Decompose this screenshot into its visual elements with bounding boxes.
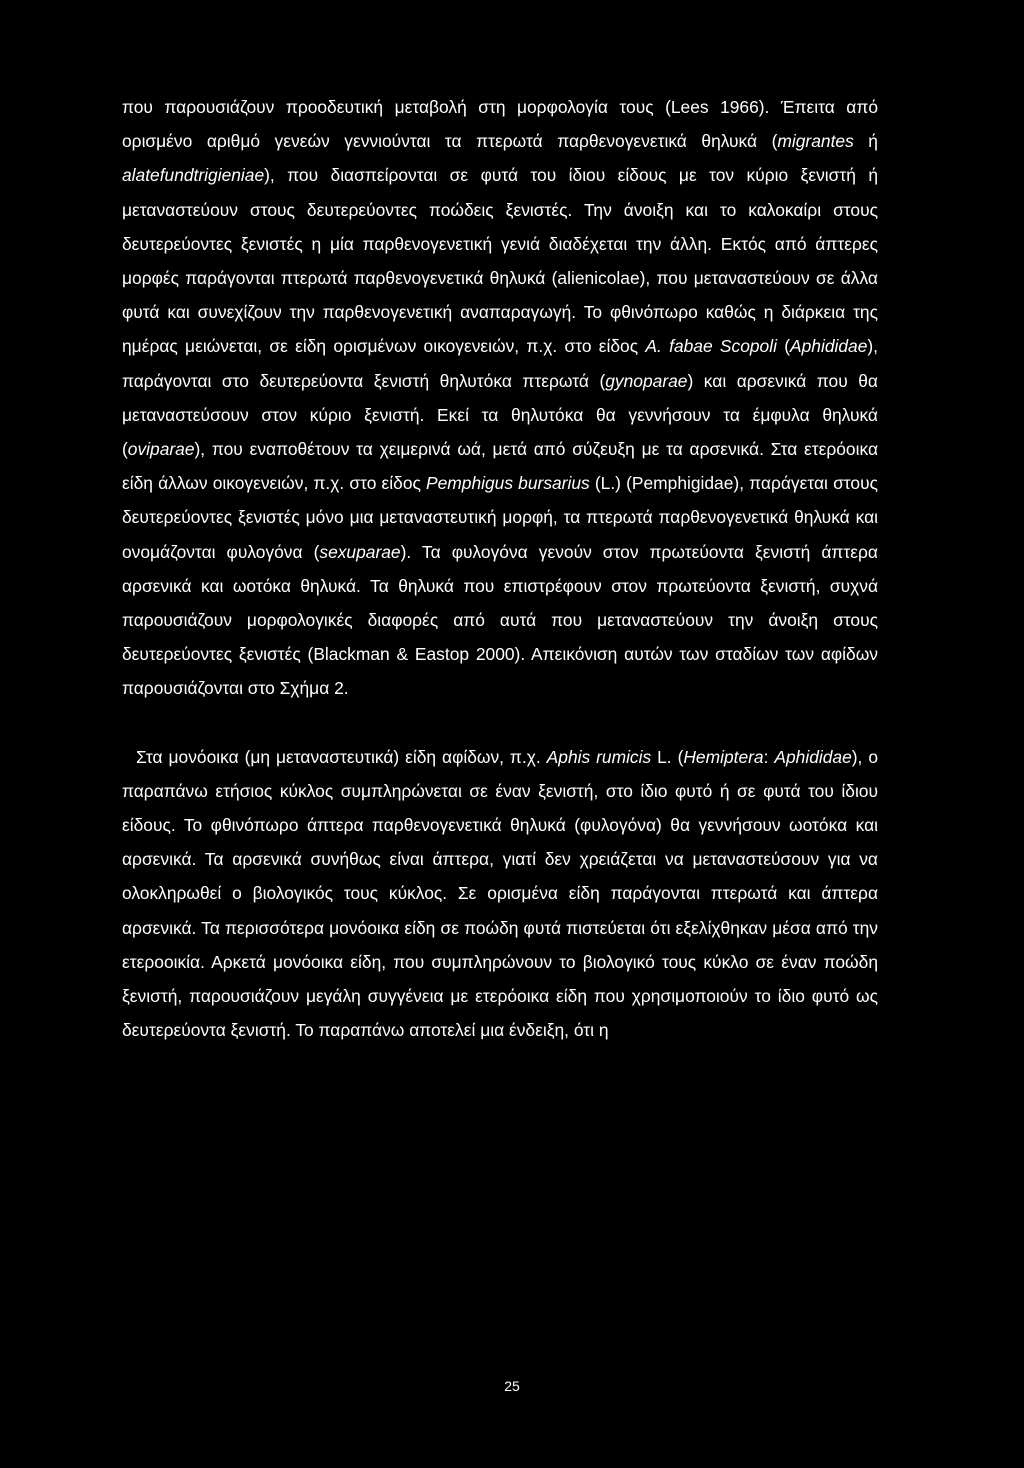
text-run: (L.) (Pemphigidae), παράγεται στους δευτερεύοντες ξενιστές μόνο μια μεταναστευτική μορφή, τα πτερωτά παρθενογενετικά θηλυκά και ονομάζονται φυλογόνα (: [122, 473, 878, 562]
text-run: ). Τα φυλογόνα γενούν στον πρωτεύοντα ξενιστή άπτερα αρσενικά και ωοτόκα θηλυκά. Τα θηλυκά που επιστρέφουν στον πρωτεύοντα ξενιστή, συχνά παρουσιάζουν μορφολογικές διαφορές από αυτά που μεταναστεύουν την άνοιξη στους δευτερεύοντες ξενιστές (Blackman & Eastop 2000). Απεικόνιση αυτών των σταδίων των αφίδων παρουσιάζονται στο Σχήμα 2.: [122, 541, 878, 699]
italic-term: sexuparae: [319, 541, 401, 562]
italic-term: Aphididae: [774, 746, 852, 767]
italic-term: A. fabae Scopoli: [645, 336, 777, 357]
text-run: ), παράγονται στο δευτερεύοντα ξενιστή θηλυτόκα πτερωτά (: [122, 336, 879, 391]
paragraph-life-cycle: [122, 90, 878, 706]
document-body: [122, 90, 878, 1047]
text-run: που παρουσιάζουν προοδευτική μεταβολή στη μορφολογία τους (Lees 1966). Έπειτα από ορισμένο αριθμό γενεών γεννιούνται τα πτερωτά παρθενογενετικά θηλυκά (: [122, 97, 878, 152]
text-run: ), που διασπείρονται σε φυτά του ίδιου είδους με τον κύριο ξενιστή ή μεταναστεύουν στους δευτερεύοντες ποώδεις ξενιστές. Την άνοιξη και το καλοκαίρι στους δευτερεύοντες ξενιστές η μία παρθενογενετική γενιά διαδέχεται την άλλη. Εκτός από άπτερες μορφές παράγονται πτερωτά παρθενογενετικά θηλυκά (alienicolae), που μεταναστεύουν σε άλλα φυτά και συνεχίζουν την παρθενογενετική αναπαραγωγή. Το φθινόπωρο καθώς η διάρκεια της ημέρας μειώνεται, σε είδη ορισμένων οικογενειών, π.χ. στο είδος: [122, 165, 878, 357]
text-run: ή: [853, 131, 878, 152]
text-run: (: [776, 336, 791, 357]
italic-term: Hemiptera: [683, 746, 764, 767]
text-run: ), που εναποθέτουν τα χειμερινά ωά, μετά από σύζευξη με τα αρσενικά. Στα ετερόοικα είδη άλλων οικογενειών, π.χ. στο είδος: [122, 439, 878, 494]
italic-term: gynoparae: [605, 370, 688, 391]
text-run: ) και αρσενικά που θα μεταναστεύσουν στον κύριο ξενιστή. Εκεί τα θηλυτόκα θα γεννήσουν τα έμφυλα θηλυκά (: [122, 370, 878, 460]
text-run: Στα μονόοικα (μη μεταναστευτικά) είδη αφίδων, π.χ.: [136, 746, 547, 767]
page-number: 25: [504, 1378, 520, 1394]
italic-term: Aphis rumicis: [546, 746, 652, 767]
italic-term: migrantes: [777, 131, 854, 152]
paragraph-monoecious: [122, 740, 878, 1048]
italic-term: Pemphigus bursarius: [426, 473, 590, 494]
italic-term: oviparae: [127, 439, 195, 460]
text-run: :: [763, 746, 775, 767]
text-run: ), ο παραπάνω ετήσιος κύκλος συμπληρώνεται σε έναν ξενιστή, στο ίδιο φυτό ή σε φυτά του ίδιου είδους. Το φθινόπωρο άπτερα παρθενογενετικά θηλυκά (φυλογόνα) θα γεννήσουν ωοτόκα και αρσενικά. Τα αρσενικά συνήθως είναι άπτερα, γιατί δεν χρειάζεται να μεταναστεύσουν για να ολοκληρωθεί ο βιολογικός τους κύκλος. Σε ορισμένα είδη παράγονται πτερωτά και άπτερα αρσενικά. Τα περισσότερα μονόοικα είδη σε ποώδη φυτά πιστεύεται ότι εξελίχθηκαν μέσα από την ετεροοικία. Αρκετά μονόοικα είδη, που συμπληρώνουν το βιολογικό τους κύκλο σε έναν ποώδη ξενιστή, παρουσιάζουν μεγάλη συγγένεια με ετερόοικα είδη που χρησιμοποιούν το ίδιο φυτό ως δευτερεύοντα ξενιστή. Το παραπάνω αποτελεί μια ένδειξη, ότι η: [122, 746, 878, 1041]
italic-term: Aphididae: [790, 336, 868, 357]
text-run: L. (: [651, 746, 684, 767]
italic-term: alatefundtrigieniae: [122, 165, 265, 186]
